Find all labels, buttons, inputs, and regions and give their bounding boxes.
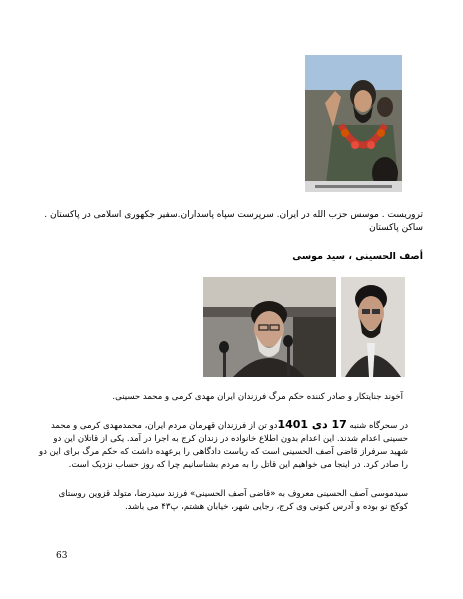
paragraph-text-start: در سحرگاه شنبه xyxy=(346,421,408,431)
section-heading: أصف الحسینی ، سید موسی xyxy=(292,251,423,262)
photo-caption: آخوند جنایتکار و صادر کننده حکم مرگ فرزندان ایران مهدی کرمی و محمد حسینی. xyxy=(112,392,403,402)
execution-date: 17 دی 1401 xyxy=(277,418,347,431)
photo-man-black-turban xyxy=(341,277,405,377)
photo-cleric-microphone xyxy=(203,277,336,377)
top-caption: تروریست . موسس حزب الله در ایران. سرپرست سپاه پاسداران.سفیر جکهوری اسلامی در پاکستان . ساکن پاکستان xyxy=(44,210,423,233)
paragraph-biography: سیدموسی آصف الحسینی معروف به «قاضی آصف الحسینی» فرزند سیدرضا، متولد قزوین روستای کوکج نو بوده و آدرس کنونی وی کرج، رجایی شهر، خیابان هشتم، پ۴۳ می باشد. xyxy=(58,489,408,512)
paragraph-text-rest: دو تن از فرزندان قهرمان مردم ایران، محمدمهدی کرمی و محمد حسینی اعدام شدند. این اعدام بدون اطلاع خانواده در زندان کرج به اجرا در آمد. یکی از قاتلان این دو شهید سرفراز قاضی آصف الحسینی است که ریاست دادگاهی را برعهده داشت که حکم مرگ برای این دو را صادر کرد. در اینجا می خواهیم این قاتل را به مردم بشناسانیم چرا که روز حساب نزدیک است. xyxy=(39,421,408,470)
page-number: 63 xyxy=(56,551,68,561)
photo-militia-leader xyxy=(305,55,402,192)
paragraph-execution-account xyxy=(38,418,408,472)
